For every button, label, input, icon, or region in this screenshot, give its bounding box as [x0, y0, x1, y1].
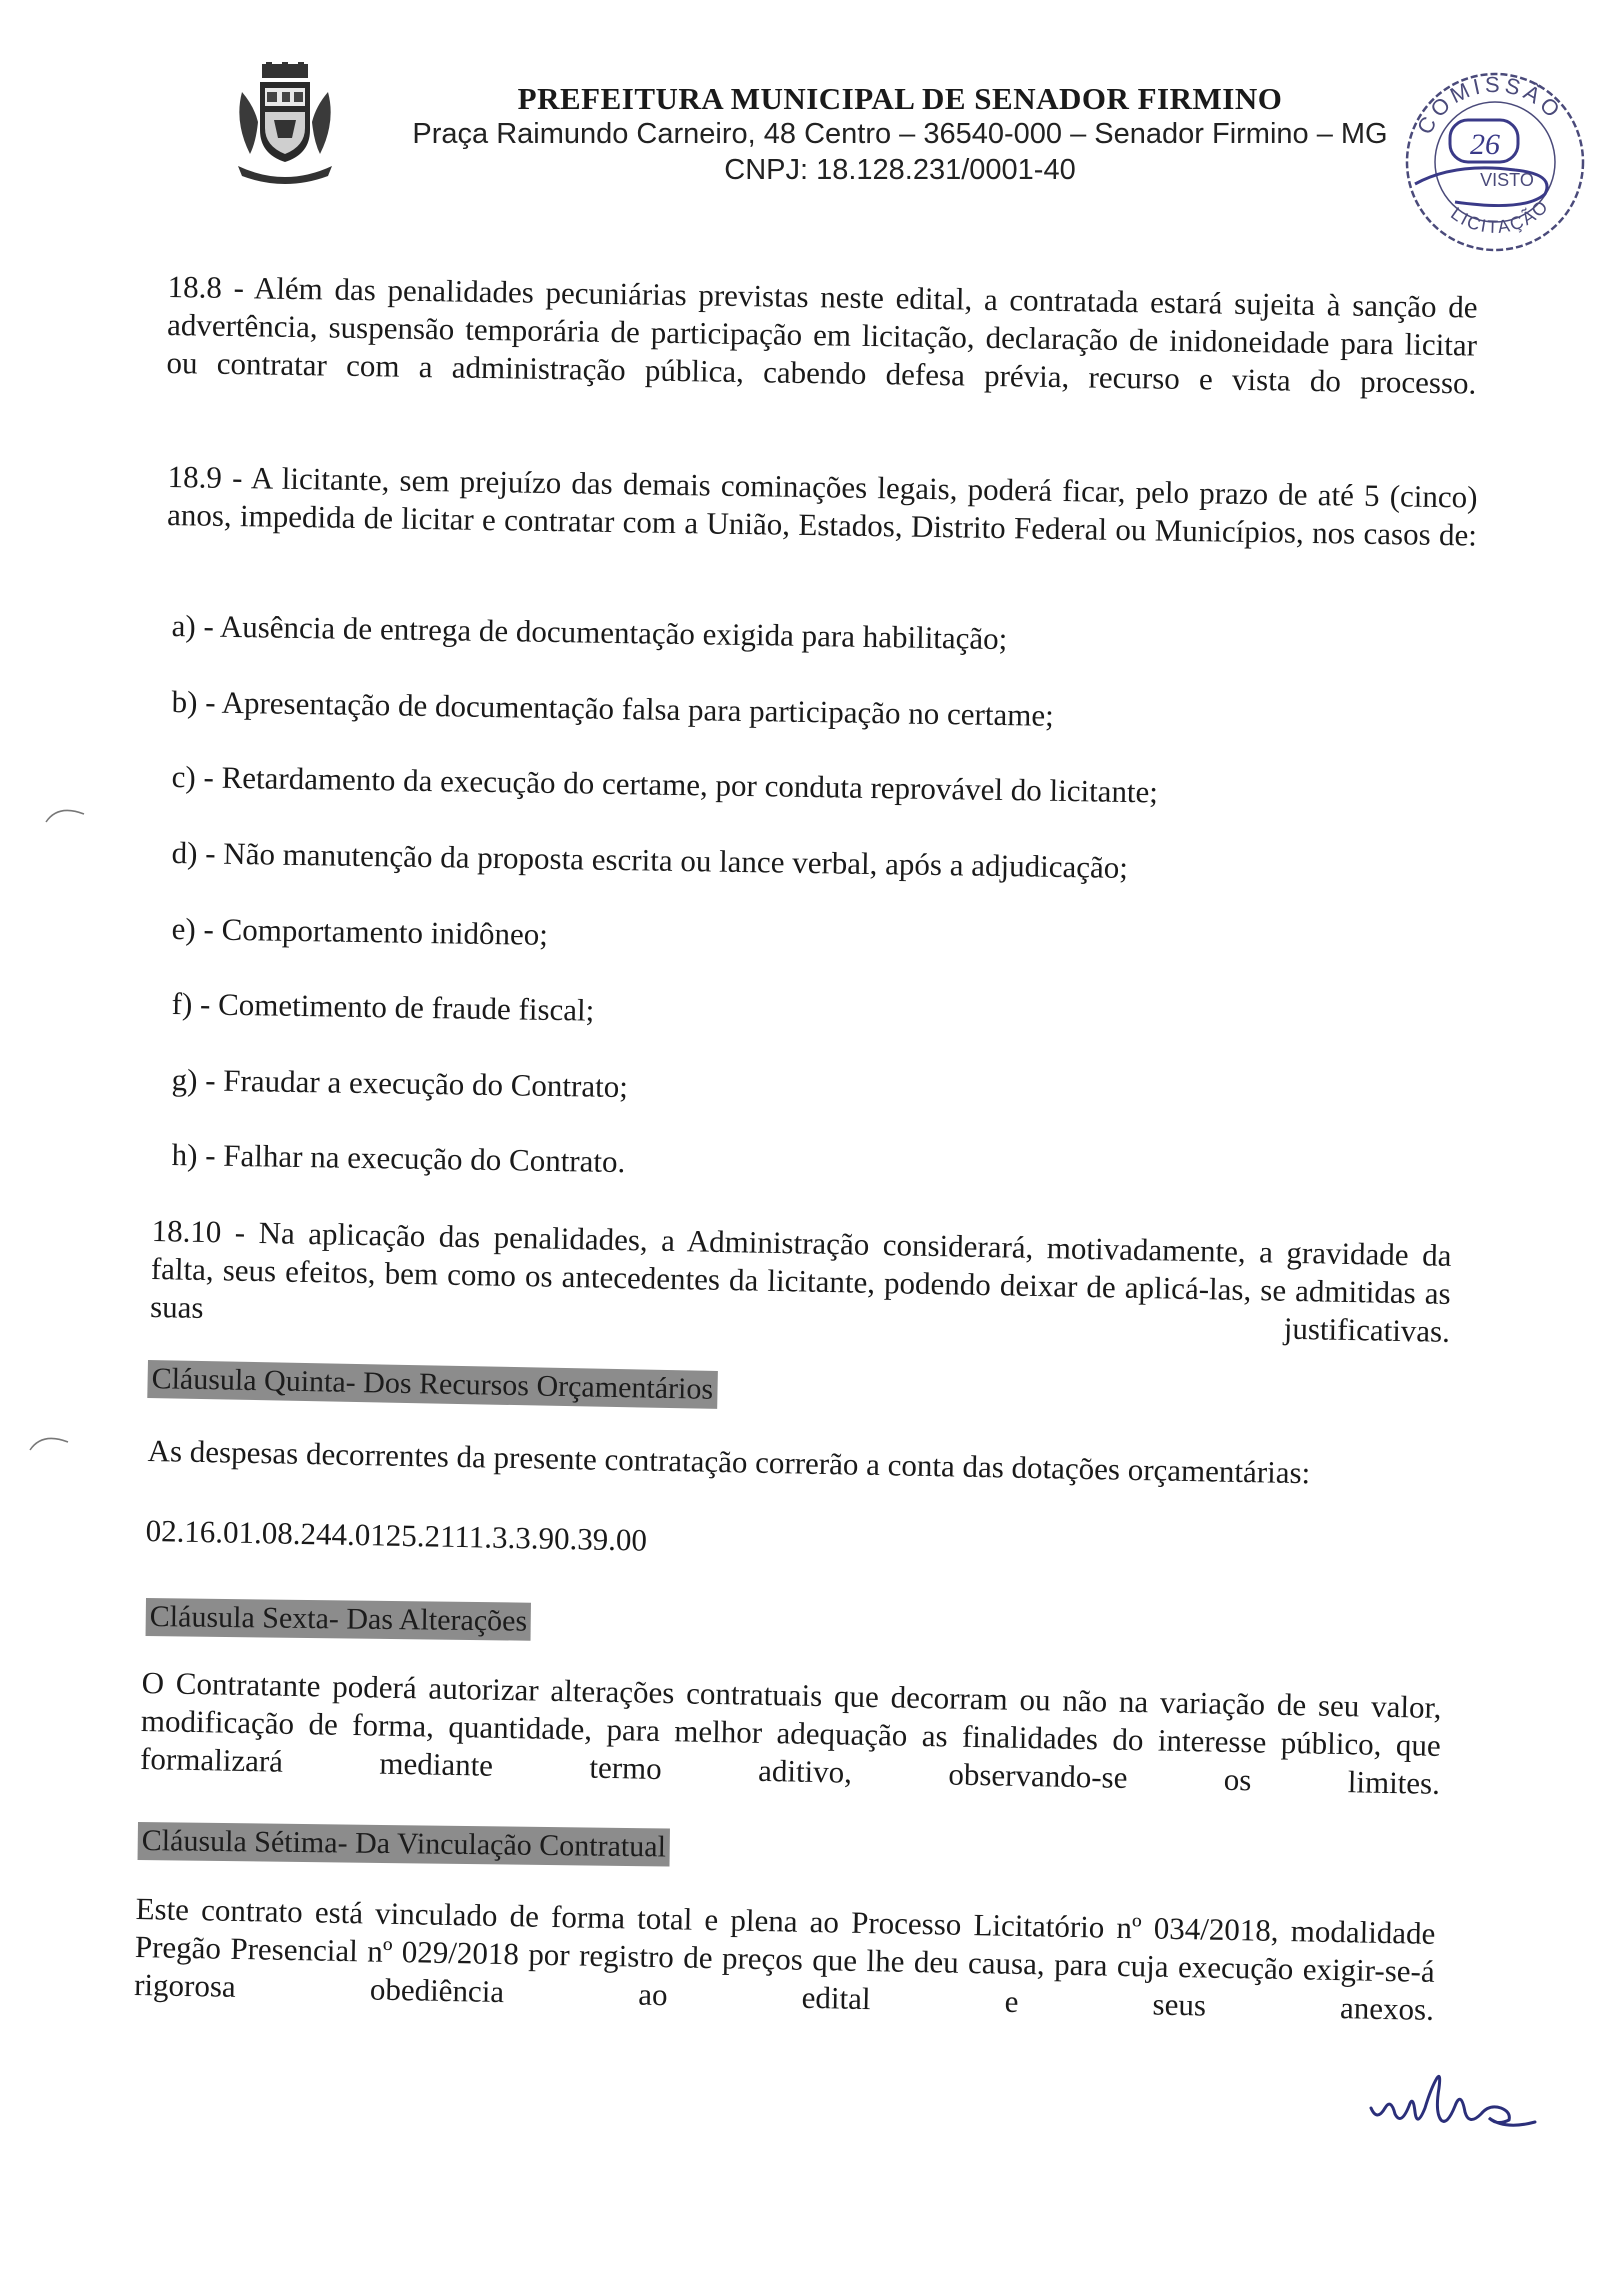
margin-mark: [26, 1428, 72, 1454]
list-item: a) - Ausência de entrega de documentação exigida para habilitação;: [171, 607, 1008, 657]
clause-sexta-heading: Cláusula Sexta- Das Alterações: [146, 1598, 532, 1641]
paragraph-18-8: 18.8 - Além das penalidades pecuniárias previstas neste edital, a contratada estará sujeita à sanção de advertência, suspensão temporária de participação em licitação, declaração de inidoneidade para licitar ou contratar com a administração pública, cabendo defesa prévia, recurso e vista do processo.: [166, 268, 1478, 401]
list-item: h) - Falhar na execução do Contrato.: [171, 1136, 626, 1180]
clause-setima-heading: Cláusula Sétima- Da Vinculação Contratual: [138, 1822, 671, 1866]
list-item: d) - Não manutenção da proposta escrita ou lance verbal, após a adjudicação;: [171, 834, 1129, 886]
prefeitura-address: Praça Raimundo Carneiro, 48 Centro – 36540-000 – Senador Firmino – MG: [412, 118, 1388, 150]
list-item: f) - Cometimento de fraude fiscal;: [171, 985, 595, 1028]
stamp-bottom-text: LICITAÇÃO: [1447, 195, 1553, 238]
stamp-top-text: COMISSÃO: [1411, 71, 1568, 139]
prefeitura-title: PREFEITURA MUNICIPAL DE SENADOR FIRMINO: [517, 81, 1283, 116]
clause-quinta-heading: Cláusula Quinta- Dos Recursos Orçamentários: [147, 1360, 717, 1409]
list-item: g) - Fraudar a execução do Contrato;: [171, 1061, 629, 1105]
municipal-crest-icon: [232, 62, 338, 184]
margin-mark: [42, 800, 88, 826]
clause-quinta-text: As despesas decorrentes da presente contratação correrão a conta das dotações orçamentárias:: [147, 1432, 1311, 1491]
commission-stamp-icon: [1395, 62, 1595, 262]
list-item: b) - Apresentação de documentação falsa para participação no certame;: [171, 683, 1055, 733]
stamp-number: 26: [1470, 128, 1500, 161]
stamp-visto-text: VISTO: [1480, 170, 1534, 190]
paragraph-18-10: 18.10 - Na aplicação das penalidades, a Administração considerará, motivadamente, a gravidade da falta, seus efeitos, bem como os antecedentes da licitante, podendo deixar de aplicá-las, se admitidas as suas justificativas.: [149, 1212, 1452, 1349]
prefeitura-cnpj: CNPJ: 18.128.231/0001-40: [724, 154, 1076, 186]
clause-sexta-text: O Contratante poderá autorizar alterações contratuais que decorram ou não na variação de seu valor, modificação de forma, quantidade, para melhor adequação as finalidades do interesse público, que formalizará mediante termo aditivo, observando-se os limites.: [139, 1664, 1442, 1801]
paragraph-18-9: 18.9 - A licitante, sem prejuízo das demais cominações legais, poderá ficar, pelo prazo de até 5 (cinco) anos, impedida de licitar e contratar com a União, Estados, Distrito Federal ou Municípios, nos casos de:: [166, 458, 1478, 553]
list-item: c) - Retardamento da execução do certame, por conduta reprovável do licitante;: [171, 758, 1159, 810]
clause-setima-text: Este contrato está vinculado de forma total e plena ao Processo Licitatório nº 034/2018, modalidade Pregão Presencial nº 029/2018 por registro de preços que lhe deu causa, para cuja execução exigir-se-á rigorosa obediência ao edital e seus anexos.: [133, 1890, 1436, 2027]
signature-icon: [1365, 2068, 1545, 2138]
list-item: e) - Comportamento inidôneo;: [171, 910, 549, 952]
budget-code: 02.16.01.08.244.0125.2111.3.3.90.39.00: [145, 1512, 648, 1558]
letterhead: [400, 82, 1400, 188]
